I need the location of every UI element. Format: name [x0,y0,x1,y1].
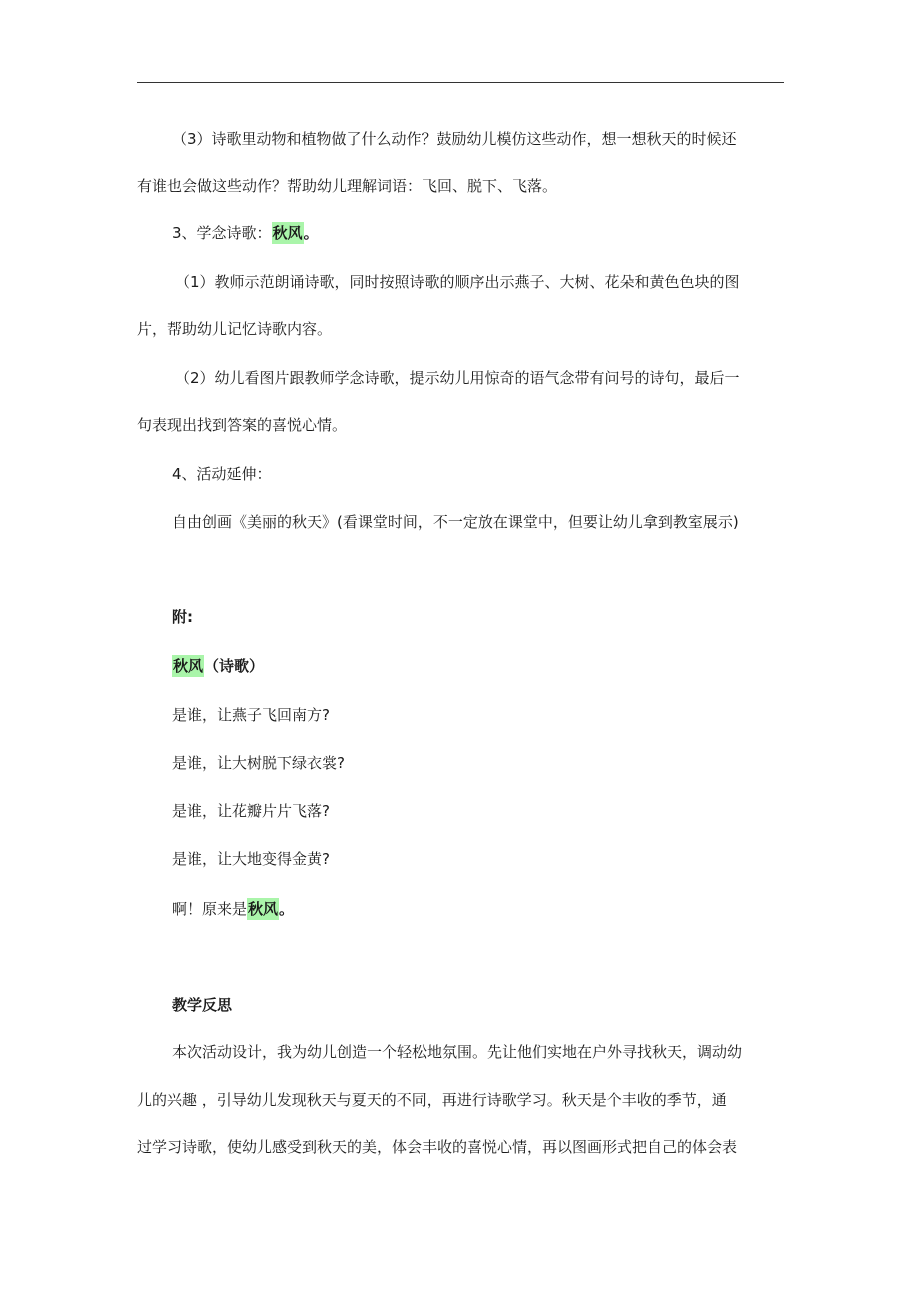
poem-last-line [172,897,294,921]
paragraph-1-line-2: 片，帮助幼儿记忆诗歌内容。 [137,320,333,338]
appendix-label: 附: [172,608,193,626]
reflection-heading: 教学反思 [172,996,233,1014]
step-3-heading [172,221,319,245]
step-3-suffix: 。 [303,224,319,242]
poem-last-suffix: 。 [279,900,295,918]
extension-activity: 自由创画《美丽的秋天》(看课堂时间，不一定放在课堂中，但要让幼儿拿到教室展示) [172,513,739,531]
paragraph-3-line-1: （3）诗歌里动物和植物做了什么动作？鼓励幼儿模仿这些动作，想一想秋天的时候还 [172,130,737,148]
poem-line-4: 是谁，让大地变得金黄? [172,850,330,868]
step-4-heading: 4、活动延伸： [172,465,272,483]
poem-title-highlight: 秋风 [173,657,204,675]
reflection-line-2: 儿的兴趣 ，引导幼儿发现秋天与夏天的不同，再进行诗歌学习。秋天是个丰收的季节，通 [137,1091,727,1109]
paragraph-2-line-2: 句表现出找到答案的喜悦心情。 [137,416,348,434]
poem-title-highlight: 秋风 [272,224,303,242]
poem-last-highlight: 秋风 [248,900,279,918]
poem-last-prefix: 啊！原来是 [172,900,248,918]
paragraph-2-line-1: （2）幼儿看图片跟教师学念诗歌，提示幼儿用惊奇的语气念带有问号的诗句，最后一 [175,369,740,387]
reflection-line-1: 本次活动设计，我为幼儿创造一个轻松地氛围。先让他们实地在户外寻找秋天，调动幼 [172,1043,743,1061]
poem-line-1: 是谁，让燕子飞回南方? [172,706,330,724]
reflection-line-3: 过学习诗歌，使幼儿感受到秋天的美，体会丰收的喜悦心情，再以图画形式把自己的体会表 [137,1138,738,1156]
poem-title [172,654,264,678]
poem-line-3: 是谁，让花瓣片片飞落? [172,802,330,820]
poem-title-suffix: （诗歌） [204,657,265,675]
paragraph-1-line-1: （1）教师示范朗诵诗歌，同时按照诗歌的顺序出示燕子、大树、花朵和黄色色块的图 [175,273,740,291]
paragraph-3-line-2: 有谁也会做这些动作？帮助幼儿理解词语：飞回、脱下、飞落。 [137,177,558,195]
poem-line-2: 是谁，让大树脱下绿衣裳? [172,754,345,772]
step-3-prefix: 3、学念诗歌： [172,224,272,242]
header-rule [137,82,784,83]
